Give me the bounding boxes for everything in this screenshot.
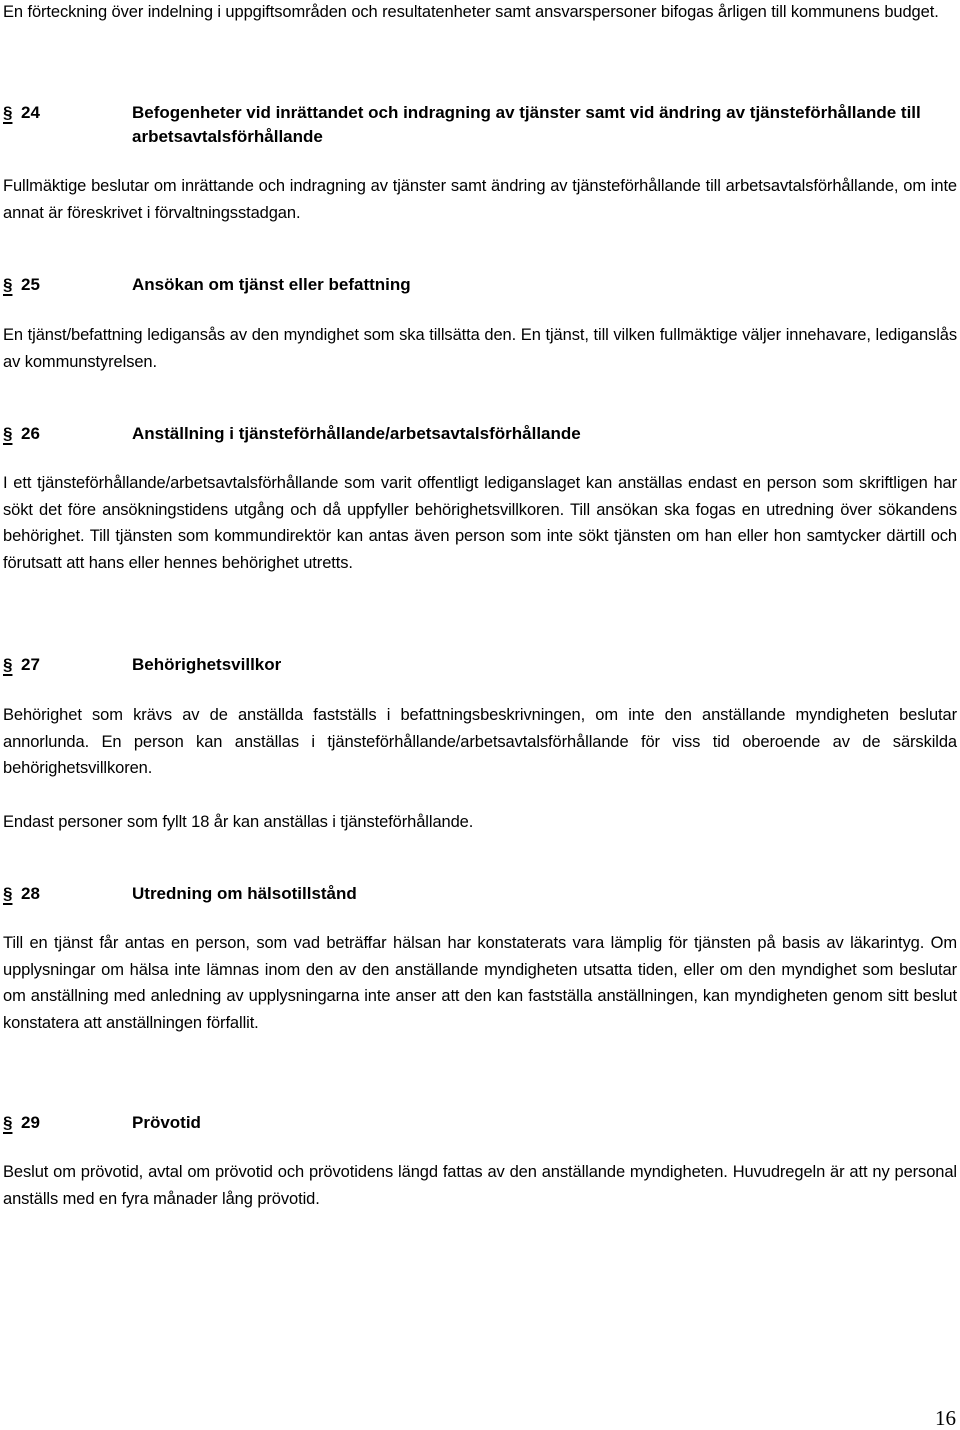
section-heading-27 bbox=[3, 653, 957, 677]
section-heading-26 bbox=[3, 422, 957, 446]
section-27-paragraph-1: Behörighet som krävs av de anställda fastställs i befattningsbeskrivningen, om inte den anställande myndigheten beslutar annorlunda. En person kan anställas i tjänsteförhållande/arbetsavtalsförhållande för viss tid oberoende av de särskilda behörighetsvillkoren. bbox=[3, 706, 957, 777]
intro-paragraph: En förteckning över indelning i uppgiftsområden och resultatenheter samt ansvarspersoner bifogas årligen till kommunens budget. bbox=[3, 3, 939, 21]
section-title: Ansökan om tjänst eller befattning bbox=[132, 275, 411, 294]
section-number: 25 bbox=[21, 275, 40, 294]
section-heading-24 bbox=[3, 101, 957, 149]
section-28-paragraph: Till en tjänst får antas en person, som vad beträffar hälsan har konstaterats vara lämplig för tjänsten på basis av läkarintyg. Om upplysningar om hälsa inte lämnas inom den av den anställande myndigheten utsatta tiden, eller om den myndighet som beslutar om anställning med anledning av upplysningarna inte anser att den kan fastställa anställningen, kan myndigheten genom sitt beslut konstatera att anställningen förfallit. bbox=[3, 934, 957, 1032]
section-number: 28 bbox=[21, 884, 40, 903]
section-heading-28 bbox=[3, 882, 957, 906]
section-29-paragraph: Beslut om prövotid, avtal om prövotid och prövotidens längd fattas av den anställande myndigheten. Huvudregeln är att ny personal anställs med en fyra månader lång prövotid. bbox=[3, 1163, 957, 1208]
section-heading-25 bbox=[3, 273, 957, 297]
section-title: Befogenheter vid inrättandet och indragning av tjänster samt vid ändring av tjänsteförhållande till arbetsavtalsförhållande bbox=[132, 103, 921, 146]
section-26-paragraph: I ett tjänsteförhållande/arbetsavtalsförhållande som varit offentligt lediganslaget kan anställas endast en person som skriftligen har sökt det före ansökningstidens utgång och då uppfyller behörighetsvillkoren. Till ansökan ska fogas en utredning över sökandens behörighet. Till tjänsten som kommundirektör kan antas även person som inte sökt tjänsten om han eller hon samtycker därtill och förutsatt att hans eller hennes behörighet utretts. bbox=[3, 474, 957, 572]
section-title: Utredning om hälsotillstånd bbox=[132, 884, 357, 903]
section-sign: § bbox=[3, 275, 13, 294]
section-sign: § bbox=[3, 103, 13, 122]
section-27-paragraph-2: Endast personer som fyllt 18 år kan anställas i tjänsteförhållande. bbox=[3, 813, 474, 831]
section-25-paragraph: En tjänst/befattning ledigansås av den myndighet som ska tillsätta den. En tjänst, till vilken fullmäktige väljer innehavare, lediganslås av kommunstyrelsen. bbox=[3, 326, 957, 371]
section-number: 29 bbox=[21, 1113, 40, 1132]
section-sign: § bbox=[3, 1113, 13, 1132]
section-number: 26 bbox=[21, 424, 40, 443]
page-number: 16 bbox=[935, 1406, 956, 1430]
section-heading-29 bbox=[3, 1111, 957, 1135]
section-title: Behörighetsvillkor bbox=[132, 655, 282, 674]
section-sign: § bbox=[3, 884, 13, 903]
section-number: 27 bbox=[21, 655, 40, 674]
section-sign: § bbox=[3, 655, 13, 674]
section-title: Prövotid bbox=[132, 1113, 201, 1132]
section-number: 24 bbox=[21, 103, 40, 122]
section-sign: § bbox=[3, 424, 13, 443]
section-24-paragraph: Fullmäktige beslutar om inrättande och indragning av tjänster samt ändring av tjänsteförhållande till arbetsavtalsförhållande, om inte annat är föreskrivet i förvaltningsstadgan. bbox=[3, 177, 957, 222]
section-title: Anställning i tjänsteförhållande/arbetsavtalsförhållande bbox=[132, 424, 581, 443]
